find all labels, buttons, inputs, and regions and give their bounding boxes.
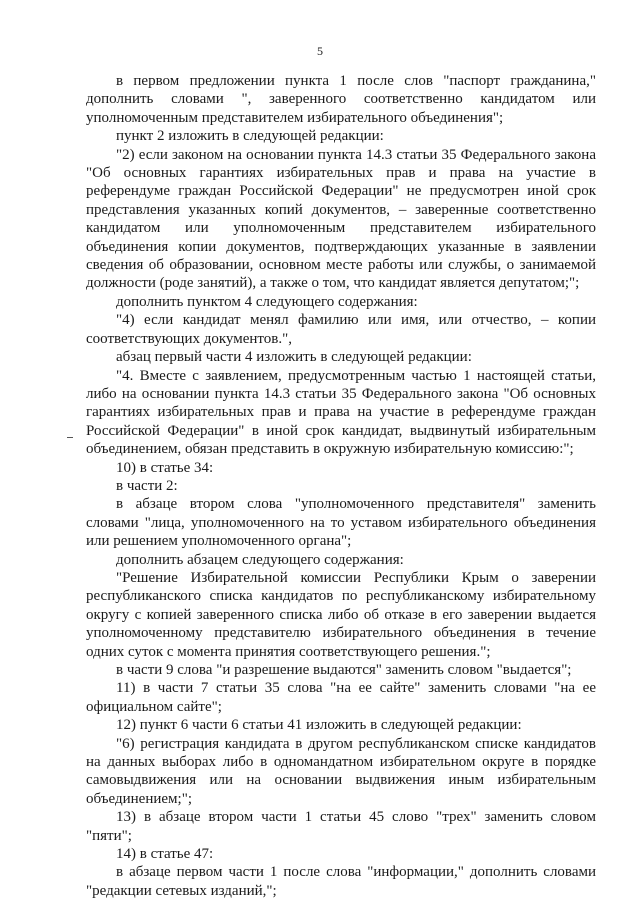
paragraph-item-4-heading: дополнить пунктом 4 следующего содержания: [116,293,418,310]
page-number: 5 [317,44,323,58]
document-body [86,72,596,900]
paragraph-item-13: 13) в абзаце втором части 1 статьи 45 слово "трех" заменить словом "пяти"; [86,809,596,844]
paragraph-item-12: 12) пункт 6 части 6 статьи 41 изложить в следующей редакции: [116,717,522,734]
paragraph-item-14: 14) в статье 47: [116,846,214,863]
paragraph-article-47-part-1: в абзаце первом части 1 после слова "информации," дополнить словами "редакции сетевых изданий,"; [86,864,596,899]
paragraph-part-4-heading: абзац первый части 4 изложить в следующей редакции: [116,349,472,366]
paragraph-item-4-text: "4) если кандидат менял фамилию или имя, или отчество, – копии соответствующих документов.", [86,312,596,347]
paragraph-part-4-text: "4. Вместе с заявлением, предусмотренным частью 1 настоящей статьи, либо на основании пункта 14.3 статьи 35 Федерального закона "Об основных гарантиях избирательных прав и права на участие в референдуме граждан Российской Федерации" в иной срок кандидат, выдвинутый избирательным объединением, обязан представить в окружную избирательную комиссию:"; [86,367,596,458]
paragraph-add-abzac-heading: дополнить абзацем следующего содержания: [116,551,404,568]
paragraph-item-11: 11) в части 7 статьи 35 слова "на ее сайте" заменить словами "на ее официальном сайте"; [86,680,596,715]
paragraph-item-2-heading: пункт 2 изложить в следующей редакции: [116,128,384,145]
paragraph-item-2-text: "2) если законом на основании пункта 14.3 статьи 35 Федерального закона "Об основных гарантиях избирательных прав и права на участие в референдуме граждан Российской Федерации" не предусмотрен иной срок представления указанных копий документов, – заверенные соответственно кандидатом или уполномоченным представителем избирательного объединения копии документов, подтверждающих указанные в заявлении сведения об образовании, основном месте работы или службы, о занимаемой должности (роде занятий), а также о том, что кандидат является депутатом;"; [86,146,596,292]
paragraph-passport-amendment: в первом предложении пункта 1 после слов "паспорт гражданина," дополнить словами ", заверенного соответственно кандидатом или уполномоченным представителем избирательного объединения"; [86,73,596,126]
paragraph-second-abzac: в абзаце втором слова "уполномоченного представителя" заменить словами "лица, уполномоченного на то уставом избирательного объединения или решением уполномоченного органа"; [86,496,596,550]
paragraph-article-34: 10) в статье 34: [116,459,214,476]
paragraph-part-9: в части 9 слова "и разрешение выдаются" заменить словом "выдается"; [116,662,572,678]
margin-mark [67,437,73,438]
paragraph-commission-decision: "Решение Избирательной комиссии Республики Крым о заверении республиканского списка кандидатов по республиканскому избирательному округу с копией заверенного списка либо об отказе в его заверении выдается уполномоченному представителю избирательного объединения в течение одних суток с момента принятия соответствующего решения."; [86,569,596,660]
paragraph-part-2: в части 2: [116,477,178,494]
paragraph-item-6-text: "6) регистрация кандидата в другом республиканском списке кандидатов на данных выборах либо в одномандатном избирательном округе в порядке самовыдвижения или на основании выдвижения иным избирательным объединением;"; [86,735,596,807]
